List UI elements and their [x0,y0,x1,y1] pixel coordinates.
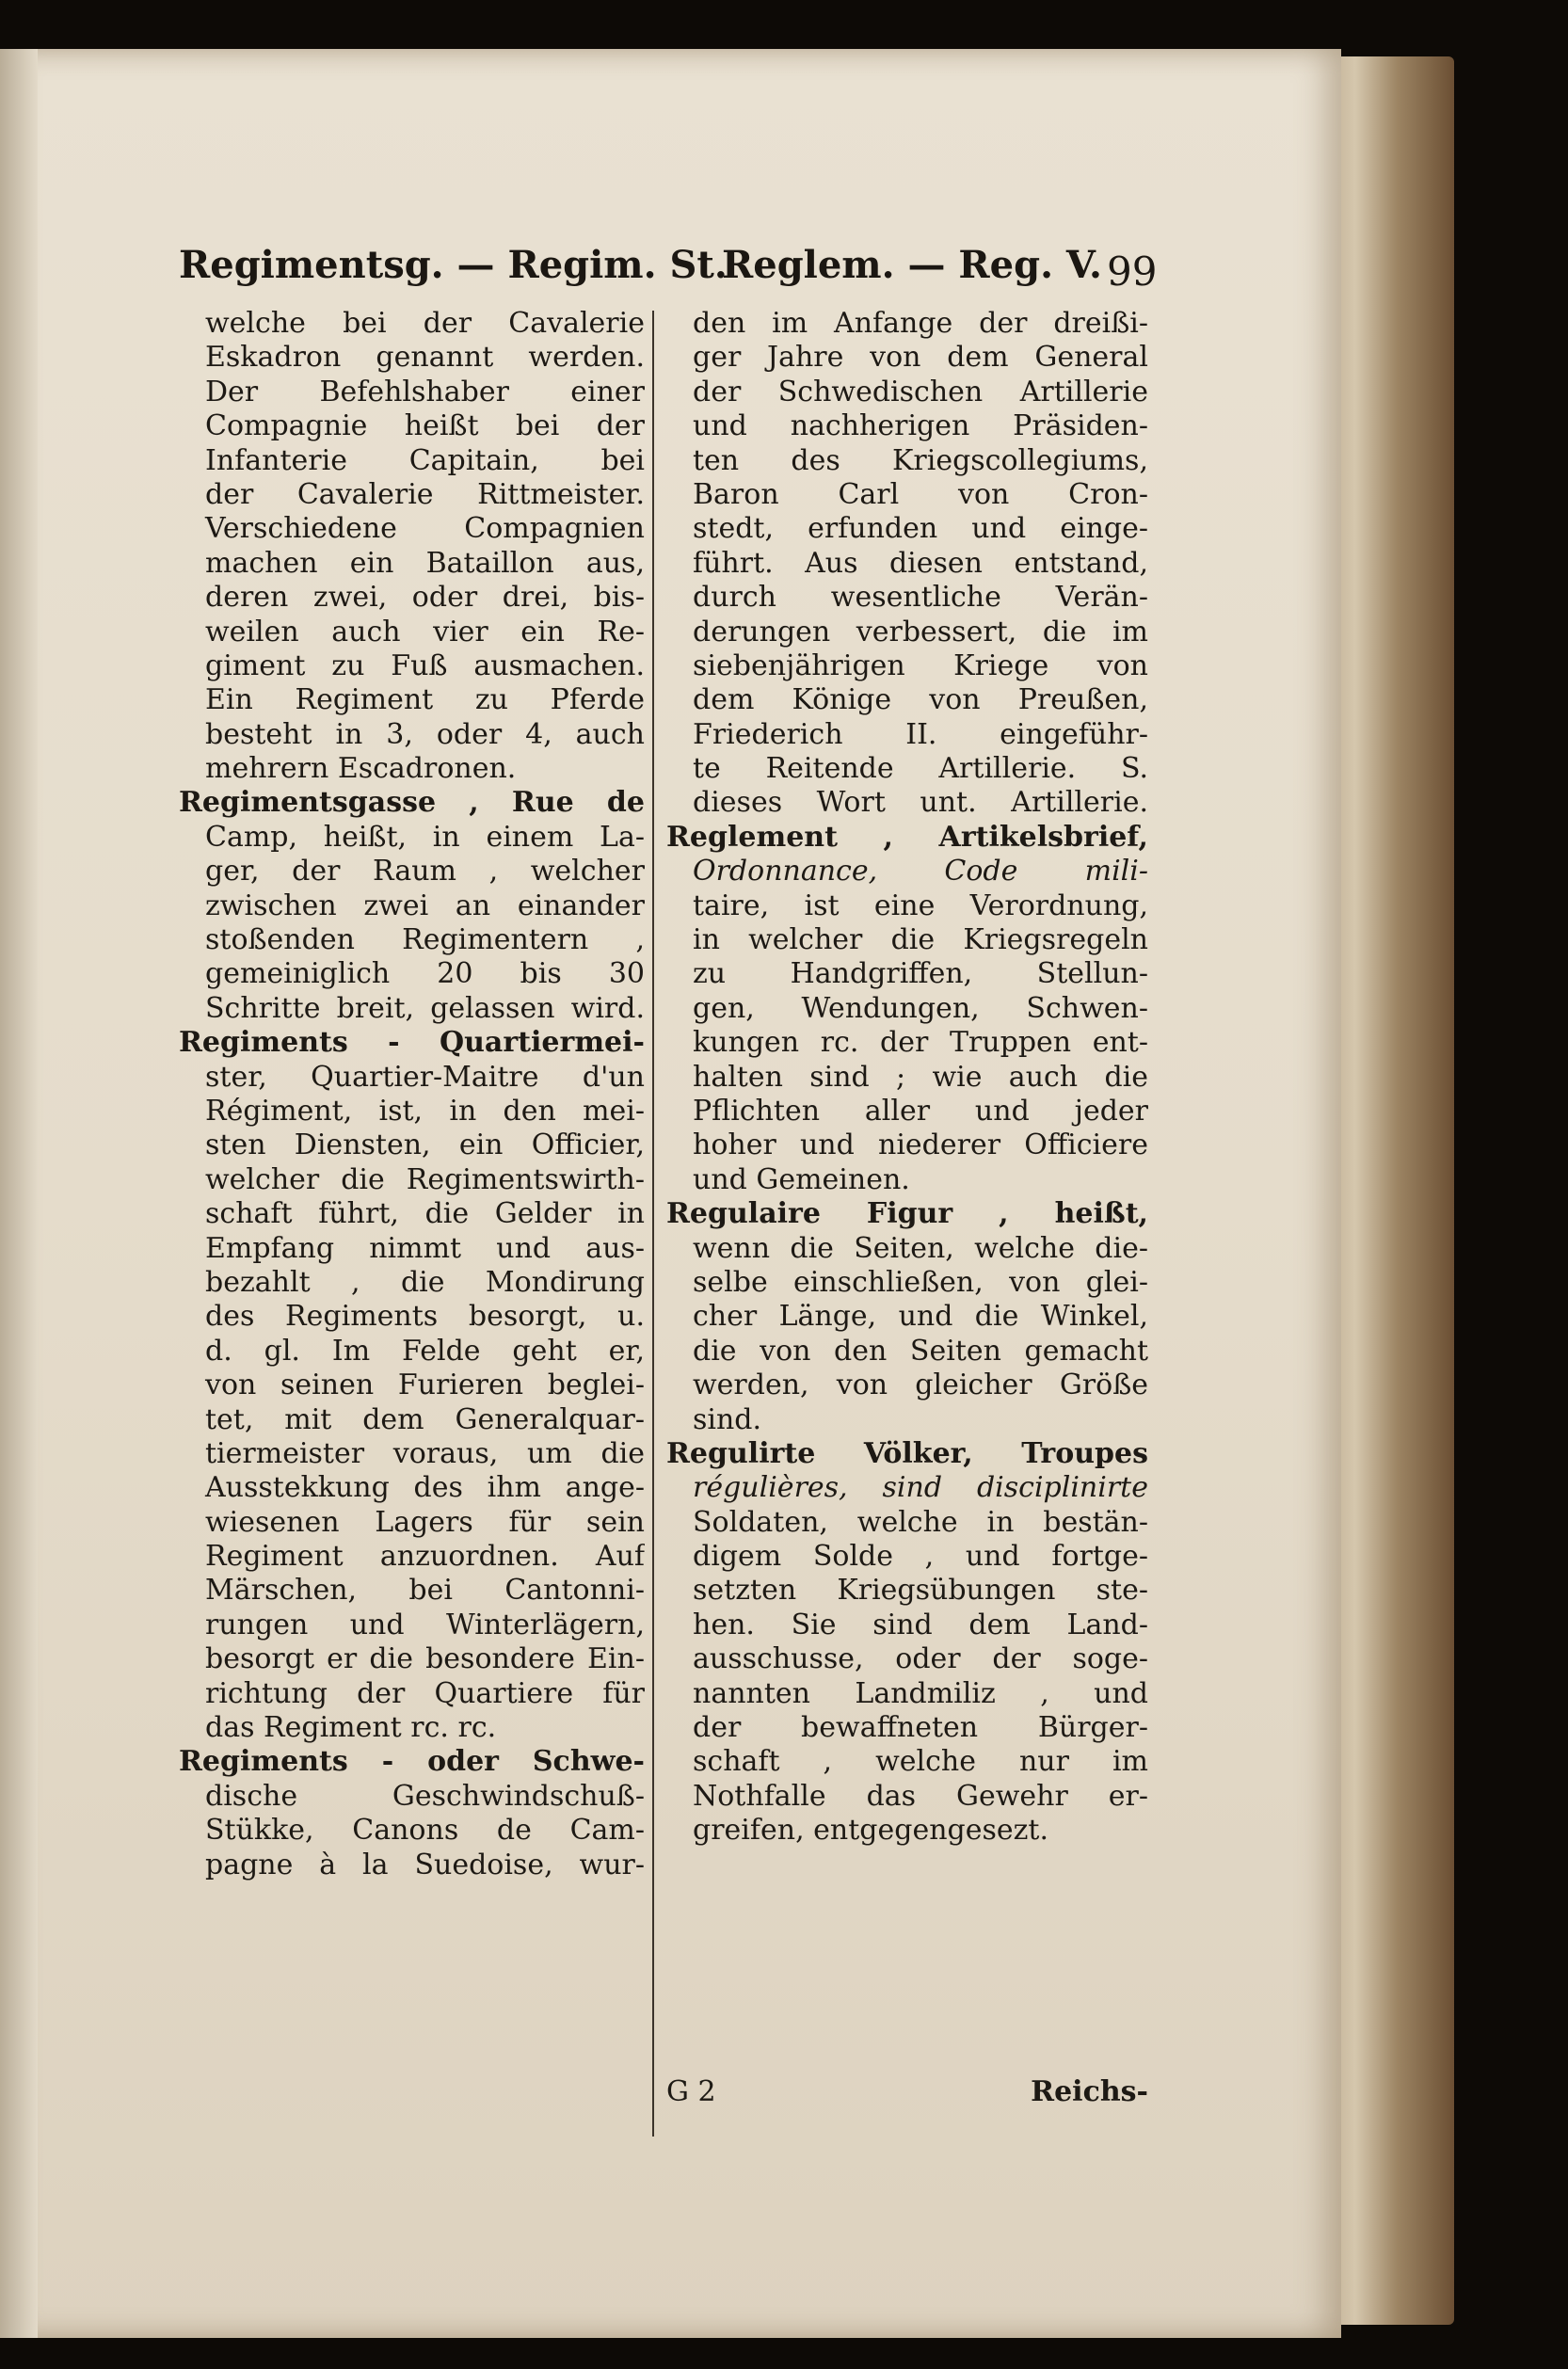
text-line: die von den Seiten gemacht [693,1334,1148,1368]
text-line: dem Könige von Preußen, [693,683,1148,717]
text-line: Compagnie heißt bei der [205,409,645,443]
text-line: den im Anfange der dreißi- [693,307,1148,340]
text-line: Regiment anzuordnen. Auf [205,1540,645,1574]
text-line: halten sind ; wie auch die [693,1060,1148,1094]
text-line: welcher die Regimentswirth- [205,1162,645,1196]
text-line: te Reitende Artillerie. S. [693,752,1148,786]
text-line: der Cavalerie Rittmeister. [205,477,645,511]
text-line: des Regiments besorgt, u. [205,1300,645,1334]
right-column [666,307,1148,1849]
text-line: digem Solde , und fortge- [693,1540,1148,1574]
text-line: wenn die Seiten, welche die- [693,1231,1148,1265]
text-line: régulières, sind disciplinirte [693,1471,1148,1505]
text-line: Infanterie Capitain, bei [205,443,645,477]
text-line: hen. Sie sind dem Land- [693,1608,1148,1641]
text-line: durch wesentliche Verän- [693,581,1148,615]
text-line: richtung der Quartiere für [205,1676,645,1710]
text-line: stoßenden Regimentern , [205,923,645,957]
text-line: hoher und niederer Officiere [693,1128,1148,1162]
text-line: ster, Quartier-Maitre d'un [205,1060,645,1094]
text-line: das Regiment rc. rc. [205,1711,497,1745]
text-line: Soldaten, welche in bestän- [693,1505,1148,1539]
left-column [179,307,645,1882]
text-line: Nothfalle das Gewehr er- [693,1779,1148,1813]
entry-heading: Regiments - Quartiermei- [179,1026,645,1060]
text-line: derungen verbessert, die im [693,615,1148,648]
entry-heading: Regimentsgasse , Rue de [179,786,645,820]
text-line: schaft , welche nur im [693,1745,1148,1779]
text-line: in welcher die Kriegsregeln [693,923,1148,957]
text-line: Schritte breit, gelassen wird. [205,991,645,1025]
text-line: kungen rc. der Truppen ent- [693,1026,1148,1060]
text-line: setzten Kriegsübungen ste- [693,1574,1148,1608]
text-line: zu Handgriffen, Stellun- [693,957,1148,991]
text-line: schaft führt, die Gelder in [205,1197,645,1231]
text-line: giment zu Fuß ausmachen. [205,648,645,682]
running-head [179,243,1158,299]
running-head-left: Regimentsg. — Regim. St. [179,243,728,287]
text-line: weilen auch vier ein Re- [205,615,645,648]
text-line: stedt, erfunden und einge- [693,512,1148,546]
text-line: wiesenen Lagers für sein [205,1505,645,1539]
text-line: gen, Wendungen, Schwen- [693,991,1148,1025]
text-line: dische Geschwindschuß- [205,1779,645,1813]
text-line: führt. Aus diesen entstand, [693,546,1148,580]
text-line: Régiment, ist, in den mei- [205,1094,645,1128]
text-line: ten des Kriegscollegiums, [693,443,1148,477]
text-line: besteht in 3, oder 4, auch [205,717,645,751]
text-line: Empfang nimmt und aus- [205,1231,645,1265]
text-line: taire, ist eine Verordnung, [693,888,1148,922]
text-line: d. gl. Im Felde geht er, [205,1334,645,1368]
text-line: bezahlt , die Mondirung [205,1265,645,1299]
text-line: ger, der Raum , welcher [205,855,645,888]
text-line: der Schwedischen Artillerie [693,375,1148,408]
text-line: ausschusse, oder der soge- [693,1642,1148,1676]
text-line: welche bei der Cavalerie [205,307,645,340]
text-line: sind. [693,1402,762,1436]
text-line: Camp, heißt, in einem La- [205,820,645,854]
text-line: deren zwei, oder drei, bis- [205,581,645,615]
text-line: rungen und Winterlägern, [205,1608,645,1641]
text-line: Verschiedene Compagnien [205,512,645,546]
text-line: der bewaffneten Bürger- [693,1711,1148,1745]
text-line: selbe einschließen, von glei- [693,1265,1148,1299]
text-line: machen ein Bataillon aus, [205,546,645,580]
entry-heading: Reglement , Artikelsbrief, [666,820,1148,854]
entry-heading: Regiments - oder Schwe- [179,1745,645,1779]
catchword: Reichs- [1031,2075,1148,2108]
column-divider [652,311,654,2137]
text-line: pagne à la Suedoise, wur- [205,1848,645,1881]
entry-heading: Regulaire Figur , heißt, [666,1197,1148,1231]
text-line: Ein Regiment zu Pferde [205,683,645,717]
text-line: Der Befehlshaber einer [205,375,645,408]
text-line: Baron Carl von Cron- [693,477,1148,511]
text-line: mehrern Escadronen. [205,752,517,786]
text-line: tet, mit dem Generalquar- [205,1402,645,1436]
text-line: von seinen Furieren beglei- [205,1369,645,1402]
text-line: werden, von gleicher Größe [693,1369,1148,1402]
text-line: siebenjährigen Kriege von [693,648,1148,682]
text-line: und Gemeinen. [693,1162,910,1196]
text-line: besorgt er die besondere Ein- [205,1642,645,1676]
page-footer [666,2075,1148,2113]
text-line: dieses Wort unt. Artillerie. [693,786,1148,820]
text-line: Ordonnance, Code mili- [693,855,1148,888]
text-line: sten Diensten, ein Officier, [205,1128,645,1162]
text-line: nannten Landmiliz , und [693,1676,1148,1710]
text-line: ger Jahre von dem General [693,341,1148,375]
text-line: Pflichten aller und jeder [693,1094,1148,1128]
text-line: Stükke, Canons de Cam- [205,1814,645,1848]
signature-mark: G 2 [666,2075,716,2108]
text-line: zwischen zwei an einander [205,888,645,922]
text-line: tiermeister voraus, um die [205,1436,645,1470]
page-number: 99 [1107,248,1158,295]
page-gutter [0,49,38,2338]
text-line: greifen, entgegengesezt. [693,1814,1049,1848]
entry-heading: Regulirte Völker, Troupes [666,1436,1148,1470]
text-line: Friederich II. eingeführ- [693,717,1148,751]
running-head-right: Reglem. — Reg. V. [722,243,1102,287]
text-line: Eskadron genannt werden. [205,341,645,375]
text-line: cher Länge, und die Winkel, [693,1300,1148,1334]
text-line: Märschen, bei Cantonni- [205,1574,645,1608]
text-line: Ausstekkung des ihm ange- [205,1471,645,1505]
text-line: und nachherigen Präsiden- [693,409,1148,443]
text-line: gemeiniglich 20 bis 30 [205,957,645,991]
